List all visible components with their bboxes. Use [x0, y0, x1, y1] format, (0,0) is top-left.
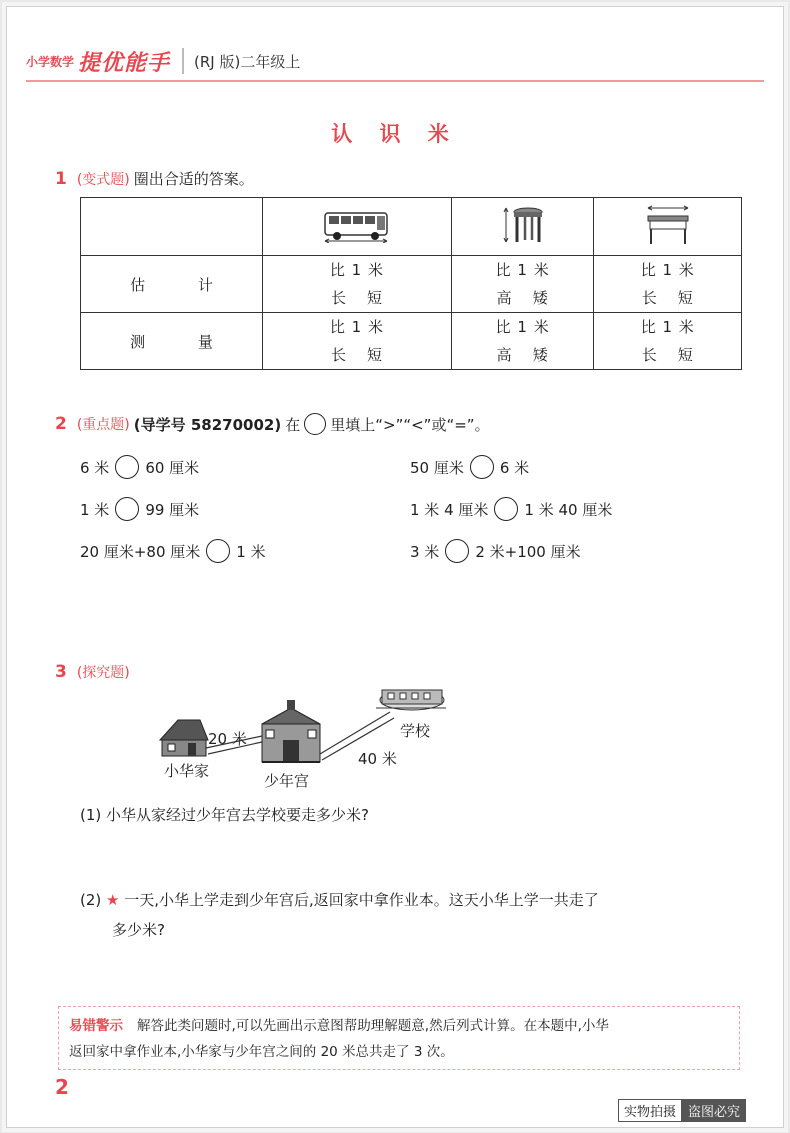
compare-item — [410, 455, 529, 479]
q1-tag: (变式题) — [76, 171, 130, 188]
q2-text-before: 在 — [285, 415, 301, 434]
option-low[interactable]: 矮 — [532, 289, 549, 307]
measure-desk-cell — [594, 313, 742, 370]
compare-right: 1 米 — [236, 542, 266, 561]
page-header — [26, 46, 300, 76]
q1-text: 圈出合适的答案。 — [133, 170, 254, 188]
q2-guide-number: (导学号 58270002) — [133, 415, 282, 434]
option-tall[interactable]: 高 — [496, 289, 513, 307]
hint-box — [58, 1006, 740, 1070]
sub2-line1: 一天,小华上学走到少年宫后,返回家中拿作业本。这天小华上学一共走了 — [124, 891, 599, 909]
cell-compare-text: 比 1 米 — [495, 261, 550, 279]
compare-right: 99 厘米 — [145, 500, 200, 519]
compare-right: 6 米 — [499, 458, 530, 477]
option-short[interactable]: 短 — [366, 289, 383, 307]
cell-compare-text: 比 1 米 — [329, 261, 384, 279]
answer-circle[interactable] — [470, 455, 494, 479]
page-number: 2 — [55, 1075, 69, 1099]
compare-right: 2 米+100 厘米 — [475, 542, 581, 561]
q1-number: 1 — [55, 168, 67, 189]
hint-title: 易错警示 — [69, 1018, 123, 1034]
school-label: 学校 — [400, 722, 431, 740]
q1-table — [80, 197, 742, 370]
table-corner-cell — [81, 198, 263, 256]
school-icon — [376, 690, 446, 710]
page-title: 认 识 米 — [331, 122, 459, 146]
compare-item — [410, 539, 581, 563]
home-label: 小华家 — [164, 762, 210, 780]
q3-heading — [55, 662, 130, 682]
sub2-prefix: (2) — [80, 891, 102, 909]
compare-left: 1 米 4 厘米 — [410, 500, 489, 519]
table-header-desk — [594, 198, 742, 256]
hint-line1: 解答此类问题时,可以先画出示意图帮助理解题意,然后列式计算。在本题中,小华 — [137, 1018, 609, 1034]
answer-circle[interactable] — [445, 539, 469, 563]
stool-icon — [498, 204, 548, 246]
cell-compare-text: 比 1 米 — [329, 318, 384, 336]
compare-left: 3 米 — [410, 542, 440, 561]
option-low[interactable]: 矮 — [532, 346, 549, 364]
compare-left: 20 厘米+80 厘米 — [80, 542, 201, 561]
measure-bus-cell — [263, 313, 452, 370]
q2-text-after: 里填上“>”“<”或“=”。 — [330, 415, 490, 434]
q3-tag: (探究题) — [76, 665, 130, 681]
q3-sub2 — [80, 885, 760, 945]
option-tall[interactable]: 高 — [496, 346, 513, 364]
option-long[interactable]: 长 — [330, 346, 347, 364]
blank-circle-icon — [304, 413, 326, 435]
option-short[interactable]: 短 — [366, 346, 383, 364]
compare-left: 50 厘米 — [410, 458, 464, 477]
q3-number: 3 — [55, 662, 67, 682]
answer-circle[interactable] — [115, 455, 139, 479]
estimate-desk-cell — [594, 256, 742, 313]
option-short[interactable]: 短 — [677, 289, 694, 307]
q1-heading — [55, 168, 254, 189]
q2-number: 2 — [55, 414, 67, 434]
compare-left: 1 米 — [80, 500, 110, 519]
compare-left: 6 米 — [80, 458, 110, 477]
watermark-stamp — [618, 1099, 746, 1122]
route-illustration — [150, 678, 470, 794]
table-header-stool — [451, 198, 594, 256]
answer-circle[interactable] — [115, 497, 139, 521]
series-logo-text: 提优能手 — [78, 50, 171, 76]
palace-icon — [262, 700, 320, 762]
edition-label: (RJ 版)二年级上 — [194, 52, 301, 71]
distance-palace-school: 40 米 — [358, 750, 397, 768]
header-rule — [26, 80, 764, 82]
compare-item — [80, 497, 199, 521]
bus-icon — [321, 207, 393, 243]
series-small-label: 小学数学 — [26, 54, 75, 69]
compare-item — [410, 497, 612, 521]
option-long[interactable]: 长 — [330, 289, 347, 307]
compare-right: 60 厘米 — [145, 458, 200, 477]
compare-right: 1 米 40 厘米 — [524, 500, 613, 519]
cell-compare-text: 比 1 米 — [640, 318, 695, 336]
q2-heading — [55, 413, 490, 435]
estimate-bus-cell — [263, 256, 452, 313]
q3-sub1: (1) 小华从家经过少年宫去学校要走多少米? — [80, 806, 369, 824]
desk-icon — [640, 204, 696, 246]
star-icon: ★ — [106, 891, 120, 909]
answer-circle[interactable] — [494, 497, 518, 521]
compare-item — [80, 455, 199, 479]
cell-compare-text: 比 1 米 — [495, 318, 550, 336]
q2-tag: (重点题) — [76, 417, 130, 433]
distance-home-palace: 20 米 — [208, 730, 247, 748]
stamp-left: 实物拍摄 — [618, 1099, 682, 1122]
row-label-estimate: 估 计 — [81, 256, 263, 313]
cell-compare-text: 比 1 米 — [640, 261, 695, 279]
header-divider — [182, 48, 184, 74]
sub2-line2: 多少米? — [112, 921, 165, 939]
compare-item — [80, 539, 266, 563]
measure-stool-cell — [451, 313, 594, 370]
palace-label: 少年宫 — [264, 772, 310, 790]
option-long[interactable]: 长 — [641, 289, 658, 307]
option-short[interactable]: 短 — [677, 346, 694, 364]
answer-circle[interactable] — [206, 539, 230, 563]
house-icon — [160, 720, 208, 756]
row-label-measure: 测 量 — [81, 313, 263, 370]
hint-line2: 返回家中拿作业本,小华家与少年宫之间的 20 米总共走了 3 次。 — [69, 1044, 454, 1060]
estimate-stool-cell — [451, 256, 594, 313]
table-header-bus — [263, 198, 452, 256]
option-long[interactable]: 长 — [641, 346, 658, 364]
stamp-right: 盗图必究 — [682, 1099, 746, 1122]
